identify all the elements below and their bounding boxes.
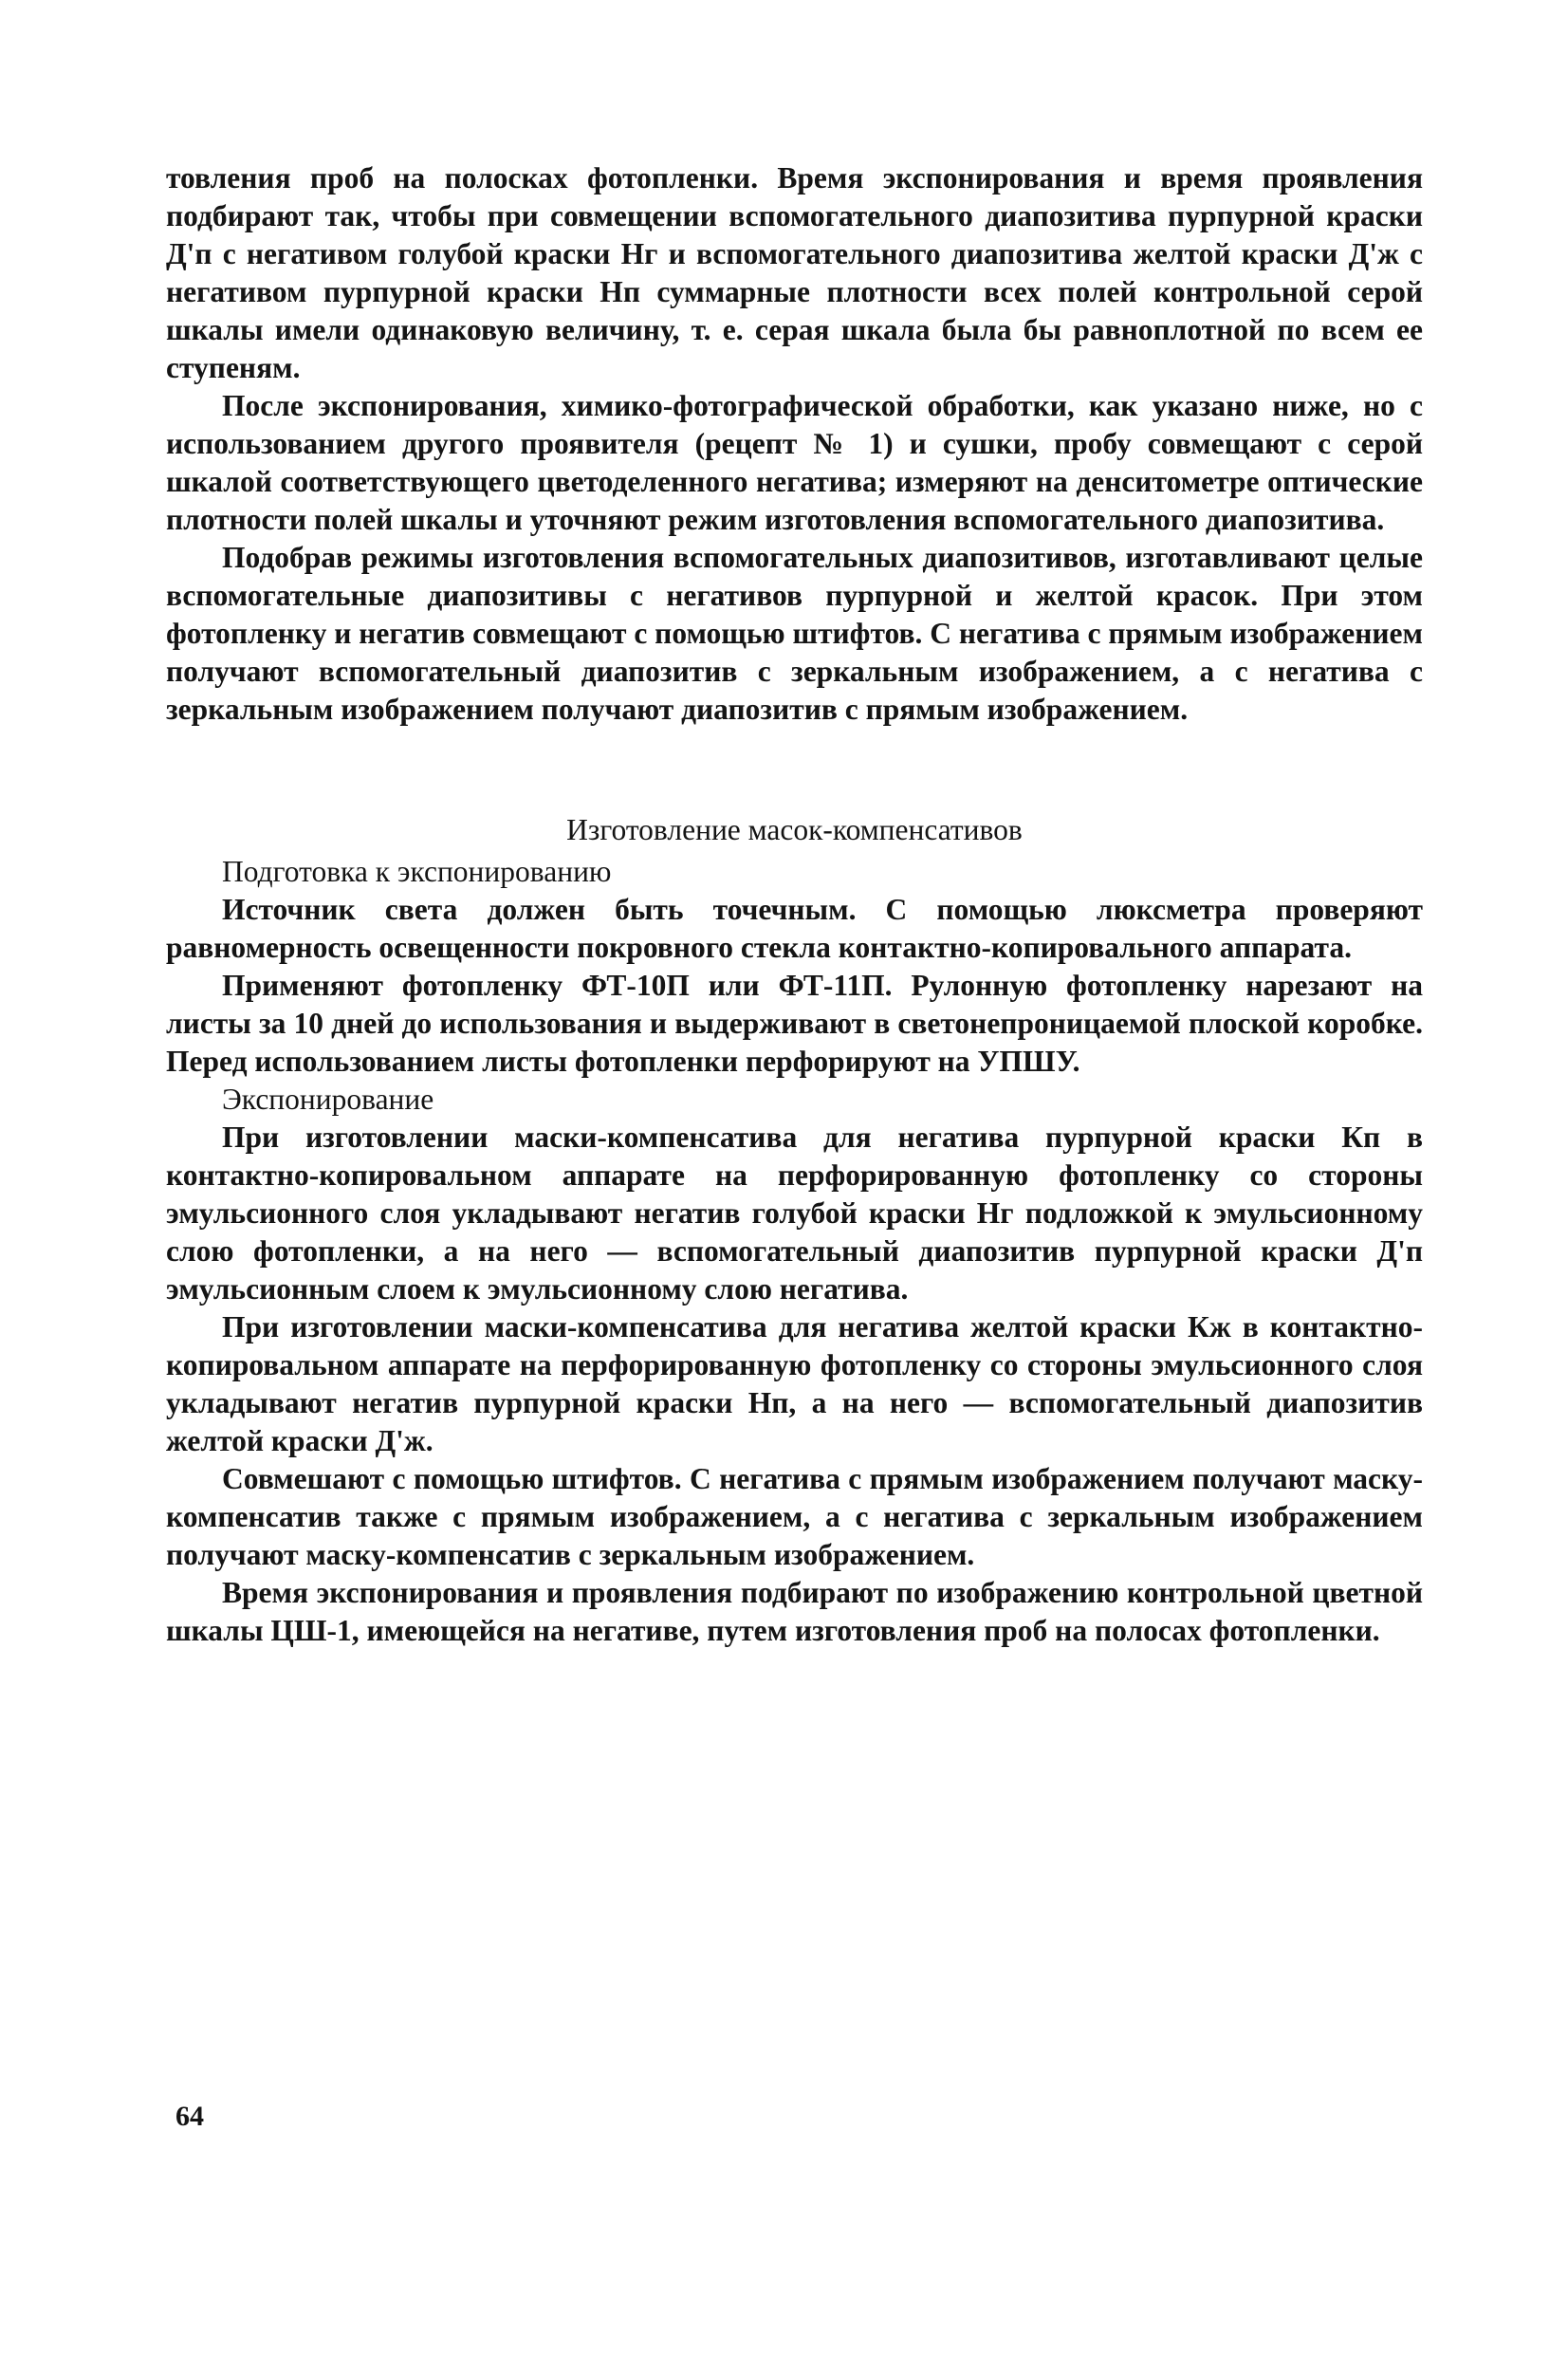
paragraph-film-type: Применяют фотопленку ФТ-10П или ФТ-11П. Рулонную фотопленку нарезают на листы за 10 дней до использования и выдерживают в светонепроницаемой плоской коробке. Перед использованием листы фотопленки перфорируют на УПШУ. — [166, 969, 1423, 1078]
paragraph-whole-diapositives: Подобрав режимы изготовления вспомогательных диапозитивов, изготавливают целые вспомогательные диапозитивы с негативов пурпурной и желтой красок. При этом фотопленку и негатив совмещают с помощью штифтов. С негатива с прямым изображением получают вспомогательный диапозитив с зеркальным изображением, а с негатива с зеркальным изображением получают диапозитив с прямым изображением. — [166, 541, 1423, 726]
paragraph-mask-yellow: При изготовлении маски-компенсатива для негатива желтой краски Кж в контактно-копировальном аппарате на перфорированную фотопленку со стороны эмульсионного слоя укладывают негатив пурпурной краски Нп, а на него — вспомогательный диапозитив желтой краски Д'ж. — [166, 1310, 1423, 1457]
subsection-preparation-heading: Подготовка к экспонированию — [222, 855, 612, 888]
paragraph-continuation: товления проб на полосках фотопленки. Время экспонирования и время проявления подбирают так, чтобы при совмещении вспомогательного диапозитива пурпурной краски Д'п с негативом голубой краски Нг и вспомогательного диапозитива желтой краски Д'ж с негативом пурпурной краски Нп суммарные плотности всех полей контрольной серой шкалы имели одинаковую величину, т. е. серая шкала была бы равноплотной по всем ее ступеням. — [166, 161, 1423, 384]
paragraph-mask-magenta: При изготовлении маски-компенсатива для негатива пурпурной краски Кп в контактно-копировальном аппарате на перфорированную фотопленку со стороны эмульсионного слоя укладывают негатив голубой краски Нг подложкой к эмульсионному слою фотопленки, а на него — вспомогательный диапозитив пурпурной краски Д'п эмульсионным слоем к эмульсионному слою негатива. — [166, 1121, 1423, 1306]
paragraph-light-source: Источник света должен быть точечным. С помощью люксметра проверяют равномерность освещенности покровного стекла контактно-копировального аппарата. — [166, 893, 1423, 964]
paragraph-exposure-time: Время экспонирования и проявления подбирают по изображению контрольной цветной шкалы ЦШ-1, имеющейся на негативе, путем изготовления проб на полосах фотопленки. — [166, 1576, 1423, 1647]
paragraph-alignment: Совмешают с помощью штифтов. С негатива с прямым изображением получают маску-компенсатив также с прямым изображением, а с негатива с зеркальным изображением получают маску-компенсатив с зеркальным изображением. — [166, 1462, 1423, 1571]
paragraph-after-exposure: После экспонирования, химико-фотографической обработки, как указано ниже, но с использованием другого проявителя (рецепт № 1) и сушки, пробу совмещают с серой шкалой соответствующего цветоделенного негатива; измеряют на денситометре оптические плотности полей шкалы и уточняют режим изготовления вспомогательного диапозитива. — [166, 389, 1423, 536]
page-number: 64 — [175, 2101, 204, 2132]
page-content — [166, 159, 1423, 1650]
section-title: Изготовление масок-компенсативов — [566, 813, 1023, 846]
subsection-exposure-heading: Экспонирование — [222, 1083, 434, 1116]
